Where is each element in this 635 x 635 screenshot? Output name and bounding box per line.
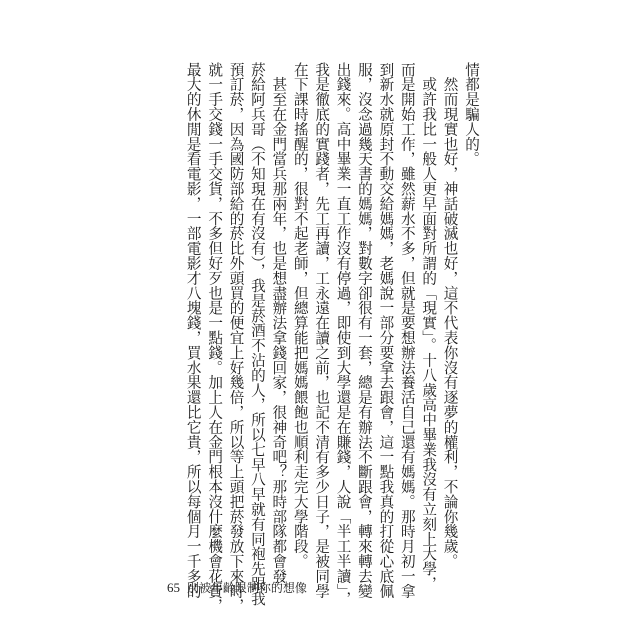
text-column: 最大的休閒是看電影，一部電影才八塊錢，買水果還比它貴，所以每個月一千多的: [184, 62, 202, 599]
text-column: 到新水就原封不動交給媽媽，老媽說一部分要拿去跟會，這一點我真的打從心底佩: [377, 62, 395, 599]
text-column: 我是徹底的實踐者，先工再讀，工永遠在讀之前，也記不清有多少日子，是被同學: [313, 62, 331, 599]
text-column: 就一手交錢一手交貨，不多但好歹也是一點錢。加上人在金門根本沒什麼機會花費，: [206, 62, 224, 614]
text-column: 菸給阿兵哥（不知現在有沒有），我是菸酒不沾的人，所以七早八早就有同袍先跟我: [248, 62, 266, 606]
running-title: 別被年齡限制你的想像: [186, 581, 307, 595]
text-column: 情都是騙人的。: [463, 62, 480, 167]
page-footer: [167, 579, 307, 596]
text-column: 在下課時搖醒的，很對不起老師，但總算能把媽媽餵飽也順利走完大學階段。: [291, 62, 309, 569]
text-column: 或許我比一般人更早面對所謂的「現實」。十八歲高中畢業我沒有立刻上大學，: [420, 62, 438, 592]
text-column: 而是開始工作，雖然薪水不多，但就是要想辦法養活自己還有媽媽。那時月初一拿: [398, 62, 416, 599]
text-column: 甚至在金門當兵那兩年，也是想盡辦法拿錢回家，很神奇吧？那時部隊都會發: [270, 62, 288, 584]
text-column: 預訂菸，因為國防部給的菸比外頭買的便宜上好幾倍，所以等上頭把菸發放下來時，: [227, 62, 245, 614]
page-number: 65: [167, 580, 180, 595]
text-column: 服，沒念過幾天書的媽媽，對數字卻很有一套，總是有辦法不斷跟會，轉來轉去變: [355, 62, 373, 599]
text-column: 然而現實也好，神話破滅也好，這不代表你沒有逐夢的權利，不論你幾歲。: [441, 62, 459, 569]
text-column: 出錢來。高中畢業一直工作沒有停過，即使到大學還是在賺錢，人說「半工半讀」，: [334, 62, 352, 606]
